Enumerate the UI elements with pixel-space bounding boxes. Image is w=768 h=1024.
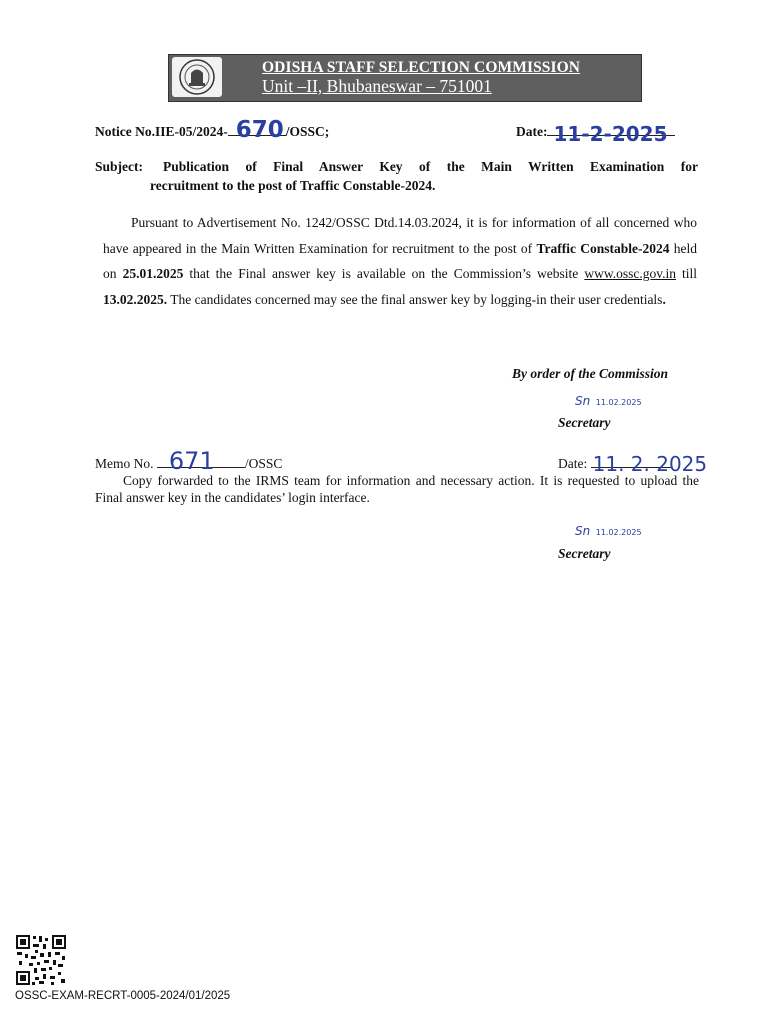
body-text-4: till <box>675 266 698 281</box>
document-reference: OSSC-EXAM-RECRT-0005-2024/01/2025 <box>15 990 231 1002</box>
notice-date-label: Date: <box>516 124 548 139</box>
body-text-5: The candidates concerned may see the final answer key by logging-in their user credentials <box>167 291 663 307</box>
notice-number-line <box>95 117 330 143</box>
body-text-1: Pursuant to Advertisement No. 1242/OSSC Dtd.14.03.2024, it is for information of all concerned who have appeared in the Main Written Examination for recruitment to the post of <box>103 215 697 256</box>
memo-date-handwritten: 11. 2. 2025 <box>592 452 708 476</box>
memo-number-line <box>95 447 283 475</box>
memo-number-blank <box>157 447 245 475</box>
signature-initials: Sn <box>575 394 591 408</box>
notice-prefix: Notice No.IIE-05/2024- <box>95 124 228 139</box>
qr-code-icon <box>15 934 67 986</box>
notice-date-blank <box>547 122 675 146</box>
deadline-date: 13.02.2025. <box>103 291 168 307</box>
notice-number-blank <box>228 117 286 143</box>
memo-signature-icon <box>575 524 642 538</box>
memo-signature-initials: Sn <box>575 524 591 538</box>
signature-icon <box>575 394 642 408</box>
memo-date-blank <box>591 452 708 476</box>
body-text-3: that the Final answer key is available on the Commission’s website <box>183 266 585 281</box>
subject-label: Subject: <box>95 159 143 174</box>
memo-body <box>95 472 699 506</box>
notice-date-handwritten: 11-2-2025 <box>553 122 668 146</box>
memo-secretary-designation: Secretary <box>558 546 611 561</box>
memo-number-handwritten: 671 <box>168 447 215 475</box>
by-order-text: By order of the Commission <box>512 366 669 381</box>
commission-address: Unit –II, Bhubaneswar – 751001 <box>262 76 492 96</box>
notice-body <box>103 210 697 312</box>
signature-date: 11.02.2025 <box>595 398 642 407</box>
notice-suffix: /OSSC; <box>285 124 330 139</box>
memo-text: Copy forwarded to the IRMS team for information and necessary action. It is requested to upload the Final answer key in the candidates’ login interface. <box>95 473 699 505</box>
memo-suffix: /OSSC <box>244 456 283 471</box>
memo-signature-date: 11.02.2025 <box>595 528 642 537</box>
notice-date-line <box>516 122 675 146</box>
secretary-designation: Secretary <box>558 415 611 430</box>
exam-date: 25.01.2025 <box>122 266 184 281</box>
memo-date-label: Date: <box>558 456 588 471</box>
post-name: Traffic Constable-2024 <box>536 240 670 256</box>
memo-date-line <box>558 452 708 476</box>
body-text-2: held on <box>103 240 697 281</box>
commission-name: ODISHA STAFF SELECTION COMMISSION <box>262 59 581 76</box>
emblem-icon <box>172 57 222 97</box>
subject-line-2: recruitment to the post of Traffic Constable-2024. <box>150 178 436 193</box>
subject-line-1: Publication of Final Answer Key of the Main Written Examination for <box>163 159 698 174</box>
website-link[interactable]: www.ossc.gov.in <box>584 266 676 281</box>
notice-number-handwritten: 670 <box>235 117 284 143</box>
memo-label: Memo No. <box>95 456 154 471</box>
body-text-6: . <box>662 291 666 307</box>
